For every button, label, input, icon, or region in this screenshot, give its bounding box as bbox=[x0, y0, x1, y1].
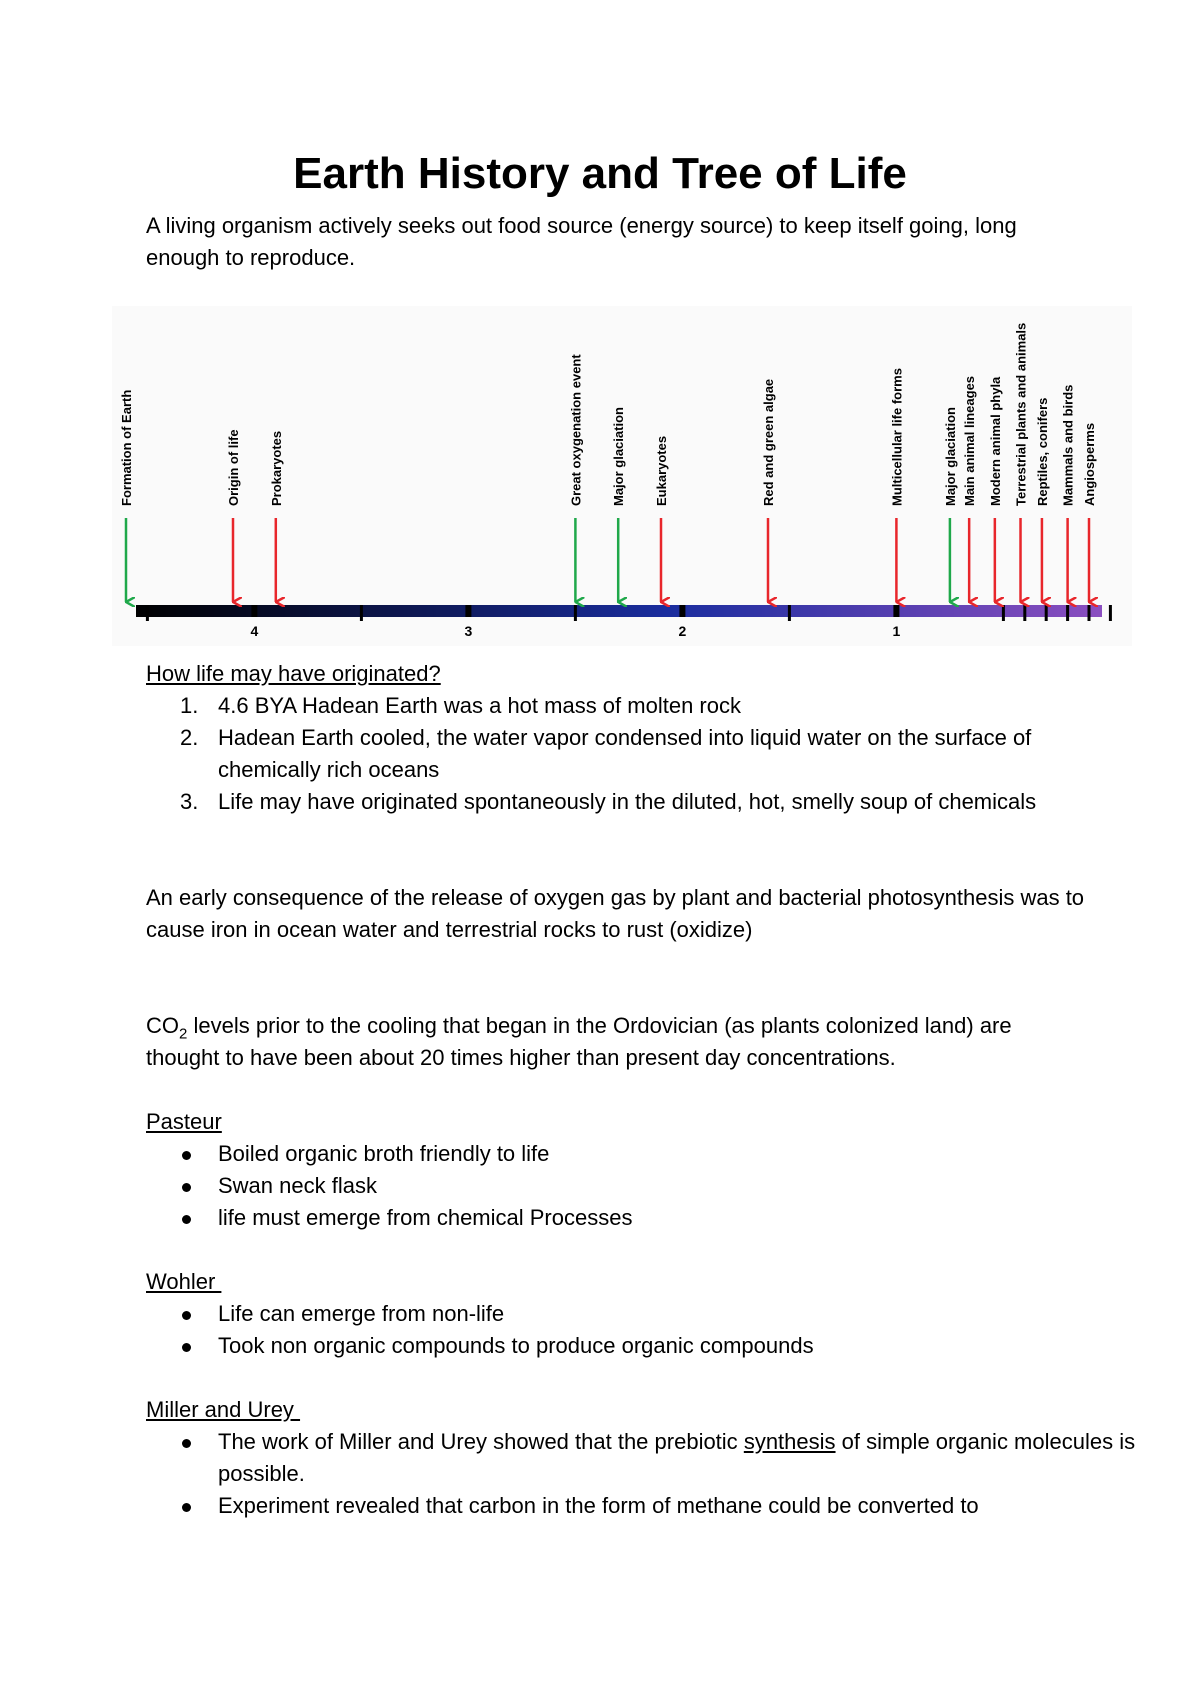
event-label: Major glaciation bbox=[942, 407, 958, 506]
event-label: Angiosperms bbox=[1082, 422, 1097, 506]
bullet-icon bbox=[182, 1183, 191, 1192]
axis-tick-label: 4 bbox=[250, 623, 259, 639]
axis-tick-label: 2 bbox=[678, 623, 687, 639]
intro-paragraph: A living organism actively seeks out food source (energy source) to keep itself going, long enough to reproduce. bbox=[146, 213, 1017, 270]
event-label: Great oxygenation event bbox=[568, 354, 584, 506]
list-item bbox=[146, 1138, 1138, 1170]
event-label: Origin of life bbox=[226, 429, 241, 506]
list-item bbox=[146, 1202, 1138, 1234]
co2-section bbox=[146, 1010, 1106, 1074]
list-item-text: of simple organic molecules is possible. bbox=[218, 1429, 1136, 1486]
axis-minor-tick bbox=[574, 605, 577, 621]
list-item bbox=[146, 722, 1138, 786]
list-number: 1. bbox=[180, 693, 199, 718]
origin-section bbox=[146, 658, 1106, 818]
list-item-text: Boiled organic broth friendly to life bbox=[218, 1141, 550, 1166]
miller-urey-section bbox=[146, 1394, 1136, 1522]
list-item-text: Took non organic compounds to produce organic compounds bbox=[218, 1333, 814, 1358]
timeline-axis-bar bbox=[136, 605, 1102, 617]
pasteur-list bbox=[146, 1138, 1106, 1234]
list-item-text: 4.6 BYA Hadean Earth was a hot mass of molten rock bbox=[218, 693, 741, 718]
event-label: Major glaciation bbox=[611, 407, 627, 506]
list-item bbox=[146, 1426, 1138, 1490]
wohler-list bbox=[146, 1298, 1106, 1362]
co2-formula: CO bbox=[146, 1013, 179, 1038]
bullet-icon bbox=[182, 1151, 191, 1160]
bullet-icon bbox=[182, 1343, 191, 1352]
axis-minor-tick bbox=[1066, 605, 1069, 621]
synthesis-link[interactable]: synthesis bbox=[743, 1429, 836, 1454]
event-label: Multicellular life forms bbox=[889, 368, 905, 506]
axis-minor-tick bbox=[1045, 605, 1048, 621]
axis-tick-label: 1 bbox=[892, 623, 901, 639]
co2-text: levels prior to the cooling that began in the Ordovician (as plants colonized land) are thought to have been about 20 times higher than present day concentrations. bbox=[146, 1013, 1012, 1070]
axis-minor-tick bbox=[360, 605, 363, 621]
list-item bbox=[146, 1490, 1138, 1522]
co2-subscript: 2 bbox=[179, 1025, 188, 1043]
miller-urey-heading: Miller and Urey bbox=[146, 1397, 301, 1422]
axis-tick bbox=[893, 605, 899, 617]
bullet-icon bbox=[182, 1311, 191, 1320]
axis-minor-tick bbox=[1109, 605, 1112, 621]
bullet-icon bbox=[182, 1503, 191, 1512]
event-label: Modern animal phyla bbox=[987, 376, 1003, 506]
oxygen-paragraph: An early consequence of the release of oxygen gas by plant and bacterial photosynthesis was to cause iron in ocean water and terrestrial rocks to rust (oxidize) bbox=[146, 885, 1085, 942]
axis-tick bbox=[251, 605, 257, 617]
list-item-text: The work of Miller and Urey showed that the prebiotic bbox=[218, 1429, 744, 1454]
bullet-icon bbox=[182, 1439, 191, 1448]
event-label: Red and green algae bbox=[761, 378, 776, 506]
wohler-heading: Wohler bbox=[146, 1269, 222, 1294]
event-label: Formation of Earth bbox=[119, 389, 134, 506]
event-label: Main animal lineages bbox=[962, 375, 978, 506]
event-label: Mammals and birds bbox=[1060, 384, 1076, 506]
pasteur-heading: Pasteur bbox=[146, 1109, 222, 1134]
list-item-text: Swan neck flask bbox=[218, 1173, 377, 1198]
page-title: Earth History and Tree of Life bbox=[293, 149, 907, 198]
list-item-text: Life may have originated spontaneously in the diluted, hot, smelly soup of chemicals bbox=[218, 789, 1037, 814]
bullet-icon bbox=[182, 1215, 191, 1224]
event-label: Terrestrial plants and animals bbox=[1013, 322, 1029, 506]
list-item bbox=[146, 690, 1138, 722]
list-item-text: life must emerge from chemical Processes bbox=[218, 1205, 633, 1230]
list-item bbox=[146, 1170, 1138, 1202]
list-item bbox=[146, 1298, 1138, 1330]
event-label: Prokaryotes bbox=[268, 430, 284, 506]
origin-list bbox=[146, 690, 1106, 818]
co2-paragraph bbox=[146, 1010, 1086, 1074]
axis-minor-tick bbox=[146, 605, 149, 621]
list-number: 3. bbox=[180, 789, 199, 814]
list-number: 2. bbox=[180, 725, 199, 750]
earth-history-timeline bbox=[112, 306, 1132, 646]
list-item-text: Life can emerge from non-life bbox=[218, 1301, 505, 1326]
list-item bbox=[146, 786, 1138, 818]
axis-minor-tick bbox=[1088, 605, 1091, 621]
origin-heading: How life may have originated? bbox=[146, 661, 441, 686]
list-item bbox=[146, 1330, 1138, 1362]
miller-urey-list bbox=[146, 1426, 1136, 1522]
axis-minor-tick bbox=[788, 605, 791, 621]
event-label: Reptiles, conifers bbox=[1034, 397, 1050, 506]
wohler-section bbox=[146, 1266, 1106, 1362]
axis-minor-tick bbox=[1023, 605, 1026, 621]
axis-tick bbox=[465, 605, 471, 617]
pasteur-section bbox=[146, 1106, 1106, 1234]
oxygen-section bbox=[146, 882, 1106, 946]
axis-tick bbox=[679, 605, 685, 617]
list-item-text: Hadean Earth cooled, the water vapor condensed into liquid water on the surface of chemically rich oceans bbox=[218, 725, 1032, 782]
event-label: Eukaryotes bbox=[654, 435, 669, 506]
list-item-text: Experiment revealed that carbon in the form of methane could be converted to bbox=[218, 1493, 979, 1518]
axis-tick-label: 3 bbox=[464, 623, 473, 639]
axis-minor-tick bbox=[1002, 605, 1005, 621]
